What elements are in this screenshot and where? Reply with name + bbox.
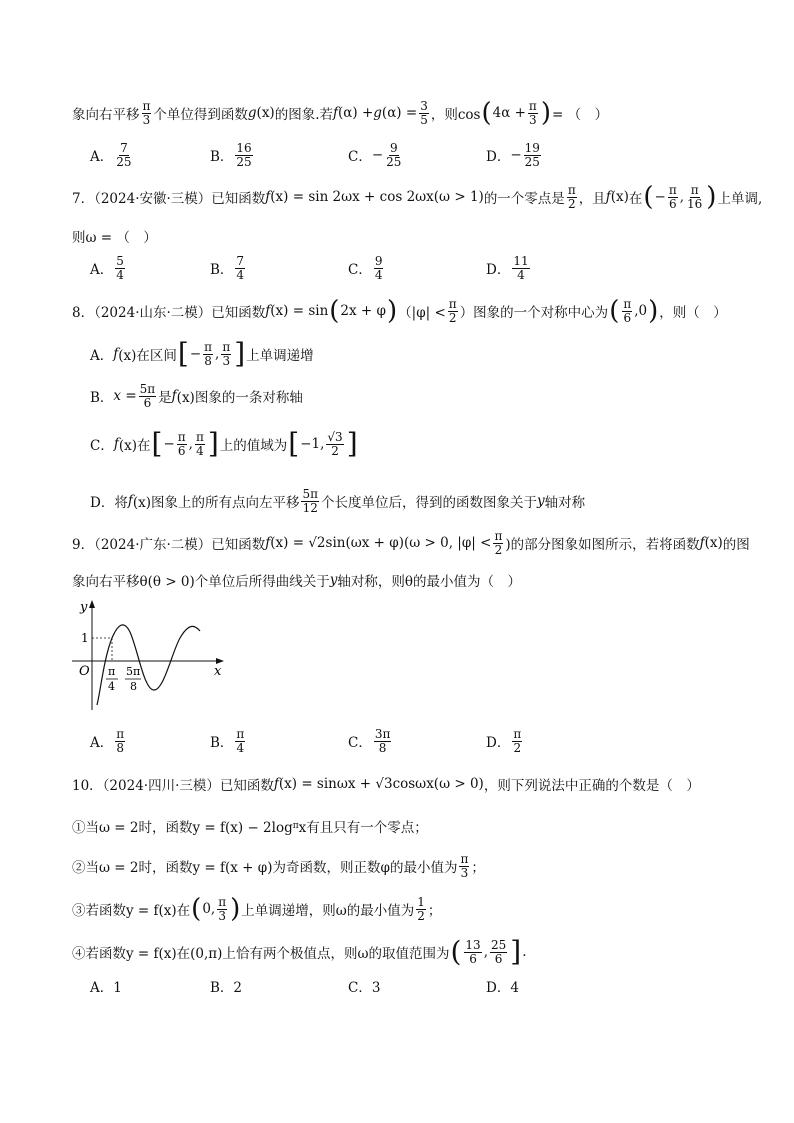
q7-stem: 7．（2024·安徽·三模）已知函数 f (x) = sin 2ωx + cos 2ωx(ω > 1) 的一个零点是 $\frac{\pi}{2}$ ，且 f (x) 在 ( − $\frac{\pi}{6}$ , $\frac{\pi}{16}$ ) 上单调,	[72, 182, 763, 213]
x-tick-1-num: π	[108, 665, 116, 678]
q8-option-d[interactable]: D．将 f (x)图象上的所有点向左平移 $\frac{5\pi}{12}$ 个长度单位后，得到的函数图象关于 y 轴对称	[90, 487, 586, 515]
q6-option-a[interactable]: A． $\frac{7}{25}$	[90, 141, 132, 169]
origin-label: O	[79, 664, 90, 679]
x-tick-2-den: 8	[130, 680, 137, 693]
q8-option-c[interactable]: C． f (x)在 [ − $\frac{\pi}{6}$ , $\frac{\pi}{4}$ ] 上的值域为 [ −1, $\frac{√3}{2}$ ]	[90, 427, 358, 460]
y-tick-label: 1	[81, 631, 89, 645]
q10-statement-3: ③若函数y = f(x)在 ( 0, $\frac{\pi}{3}$ ) 上单调递增，则ω的最小值为 $\frac{1}{2}$ ；	[72, 894, 442, 925]
q9-graph	[68, 598, 238, 716]
y-axis-label: y	[80, 600, 88, 615]
q6-option-b[interactable]: B． $\frac{16}{25}$	[210, 141, 252, 169]
q9-option-a[interactable]: A． $\frac{\pi}{8}$	[90, 727, 125, 755]
q6-stem: 象向右平移 $\frac{\pi}{3}$ 个单位得到函数 g (x) 的图象.若 f (α) + g (α) = $\frac{3}{5}$ ，则cos ( 4α + $\frac{\pi}{3}$ ) = （ ）	[72, 98, 609, 129]
q8-stem: 8．（2024·山东·二模）已知函数 f (x) = sin ( 2x + φ ) （|φ| < $\frac{\pi}{2}$ ）图象的一个对称中心为 ( $\frac{\pi}{6}$ ,0 ) ，则（ ）	[72, 296, 727, 327]
q10-option-c[interactable]: C．3	[348, 980, 381, 996]
q7-option-b[interactable]: B． $\frac{7}{4}$	[210, 254, 245, 282]
q10-option-b[interactable]: B．2	[210, 980, 243, 996]
text: 象向右平移	[72, 107, 140, 124]
x-axis-label: x	[214, 664, 222, 679]
q10-option-a[interactable]: A．1	[90, 980, 122, 996]
y-axis-arrow	[89, 600, 95, 608]
q7-option-a[interactable]: A． $\frac{5}{4}$	[90, 254, 124, 282]
q10-option-d[interactable]: D．4	[486, 980, 519, 996]
q9-stem-2: 象向右平移θ(θ > 0)个单位后所得曲线关于 y 轴对称，则θ的最小值为（ ）	[72, 572, 522, 590]
q9-option-d[interactable]: D． $\frac{\pi}{2}$	[486, 727, 522, 755]
q6-option-d[interactable]: D． − $\frac{19}{25}$	[486, 141, 540, 169]
fraction: $\frac{\pi}{3}$	[142, 99, 151, 127]
x-tick-2-num: 5π	[126, 665, 141, 678]
q9-stem: 9．（2024·广东·二模）已知函数 f (x) = √2sin(ωx + φ)(ω > 0, |φ| < $\frac{\pi}{2}$ )的部分图象如图所示，若将函数 f (x) 的图	[72, 529, 750, 557]
x-tick-1-den: 4	[108, 680, 115, 693]
q10-statement-1: ①当ω = 2时，函数y = f(x) − 2log π x有且只有一个零点；	[72, 820, 428, 836]
q10-stem: 10．（2024·四川·三模）已知函数 f (x) = sinωx + √3cosωx(ω > 0) ，则下列说法中正确的个数是（ ）	[72, 776, 700, 794]
q10-statement-2: ②当ω = 2时，函数y = f(x + φ)为奇函数，则正数φ的最小值为 $\frac{\pi}{3}$ ；	[72, 852, 485, 880]
q8-option-b[interactable]: B． x = $\frac{5\pi}{6}$ 是 f (x)图象的一条对称轴	[90, 382, 303, 410]
q7-option-d[interactable]: D． $\frac{11}{4}$	[486, 254, 529, 282]
q10-statement-4: ④若函数y = f(x)在(0,π)上恰有两个极值点，则ω的取值范围为 ( $\frac{13}{6}$ , $\frac{25}{6}$ ] .	[72, 935, 527, 968]
q6-option-c[interactable]: C． − $\frac{9}{25}$	[348, 141, 402, 169]
q7-option-c[interactable]: C． $\frac{9}{4}$	[348, 254, 383, 282]
q7-stem-2: 则ω = （ ）	[72, 230, 157, 246]
q9-option-b[interactable]: B． $\frac{\pi}{4}$	[210, 727, 245, 755]
q8-option-a[interactable]: A． f (x)在区间 [ − $\frac{\pi}{8}$ , $\frac{\pi}{3}$ ] 上单调递增	[90, 337, 314, 370]
q9-option-c[interactable]: C． $\frac{3\pi}{8}$	[348, 727, 391, 755]
